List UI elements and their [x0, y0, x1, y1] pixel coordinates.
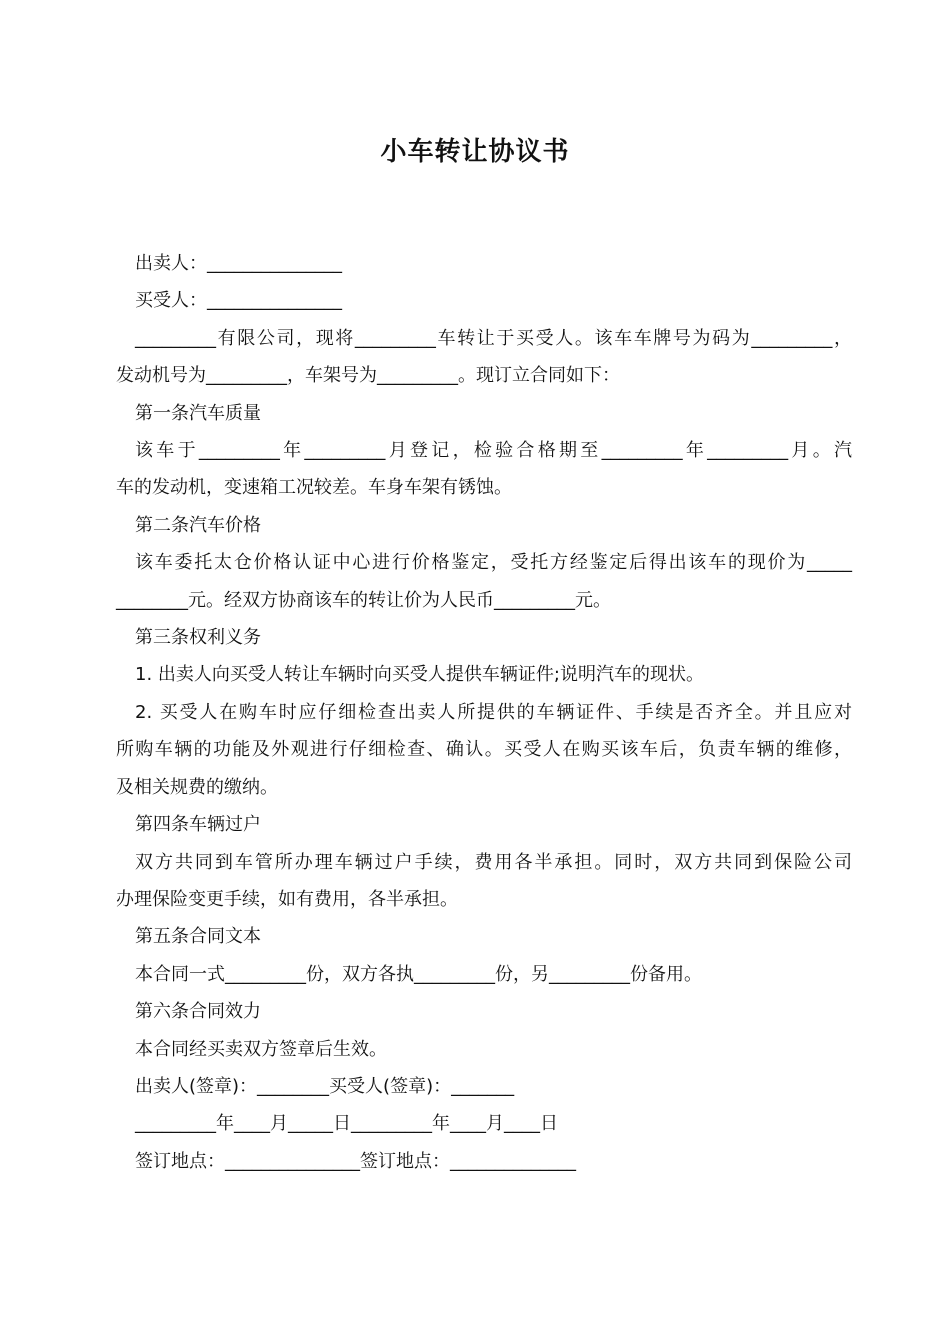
article-2-heading: 第二条汽车价格 — [135, 514, 261, 536]
article-3-item-2-line-3: 及相关规费的缴纳。 — [116, 776, 278, 798]
document-body — [116, 245, 852, 1180]
buyer-line: 买受人：_______________ — [135, 290, 342, 312]
article-1-line-2: 车的发动机，变速箱工况较差。车身车架有锈蚀。 — [116, 477, 512, 499]
article-5-line-1: 本合同一式_________份，双方各执_________份，另_________份备用。 — [135, 963, 702, 985]
article-2-line-1: 该车委托太仓价格认证中心进行价格鉴定，受托方经鉴定后得出该车的现价为_____ — [135, 552, 852, 574]
document-title: 小车转让协议书 — [380, 137, 570, 167]
article-3-item-2-line-1: 2. 买受人在购车时应仔细检查出卖人所提供的车辆证件、手续是否齐全。并且应对 — [135, 701, 852, 723]
article-4-line-1: 双方共同到车管所办理车辆过户手续，费用各半承担。同时，双方共同到保险公司 — [135, 851, 852, 873]
article-3-item-1: 1. 出卖人向买受人转让车辆时向买受人提供车辆证件;说明汽车的现状。 — [135, 664, 704, 686]
intro-paragraph-line-1: _________有限公司，现将_________车转让于买受人。该车车牌号为码为_________， — [135, 327, 852, 349]
article-5-heading: 第五条合同文本 — [135, 926, 261, 948]
seller-line: 出卖人：_______________ — [135, 253, 342, 274]
article-4-heading: 第四条车辆过户 — [135, 814, 261, 836]
article-3-heading: 第三条权利义务 — [135, 627, 261, 649]
article-4-line-2: 办理保险变更手续，如有费用，各半承担。 — [116, 888, 458, 910]
article-1-heading: 第一条汽车质量 — [135, 402, 261, 424]
article-6-line-1: 本合同经买卖双方签章后生效。 — [135, 1038, 387, 1060]
article-6-heading: 第六条合同效力 — [135, 1001, 261, 1023]
article-3-item-2-line-2: 所购车辆的功能及外观进行仔细检查、确认。买受人在购买该车后，负责车辆的维修， — [116, 739, 852, 761]
date-line: _________年____月_____日_________年____月____日 — [135, 1113, 558, 1135]
intro-paragraph-line-2: 发动机号为_________，车架号为_________。现订立合同如下： — [116, 365, 620, 387]
signing-place-line: 签订地点：_______________签订地点：______________ — [135, 1150, 576, 1172]
signature-line: 出卖人(签章)：________买受人(签章)：_______ — [135, 1075, 515, 1097]
article-1-line-1: 该车于_________年_________月登记，检验合格期至_________年_________月。汽 — [135, 440, 852, 462]
article-2-line-2: ________元。经双方协商该车的转让价为人民币_________元。 — [116, 589, 611, 611]
